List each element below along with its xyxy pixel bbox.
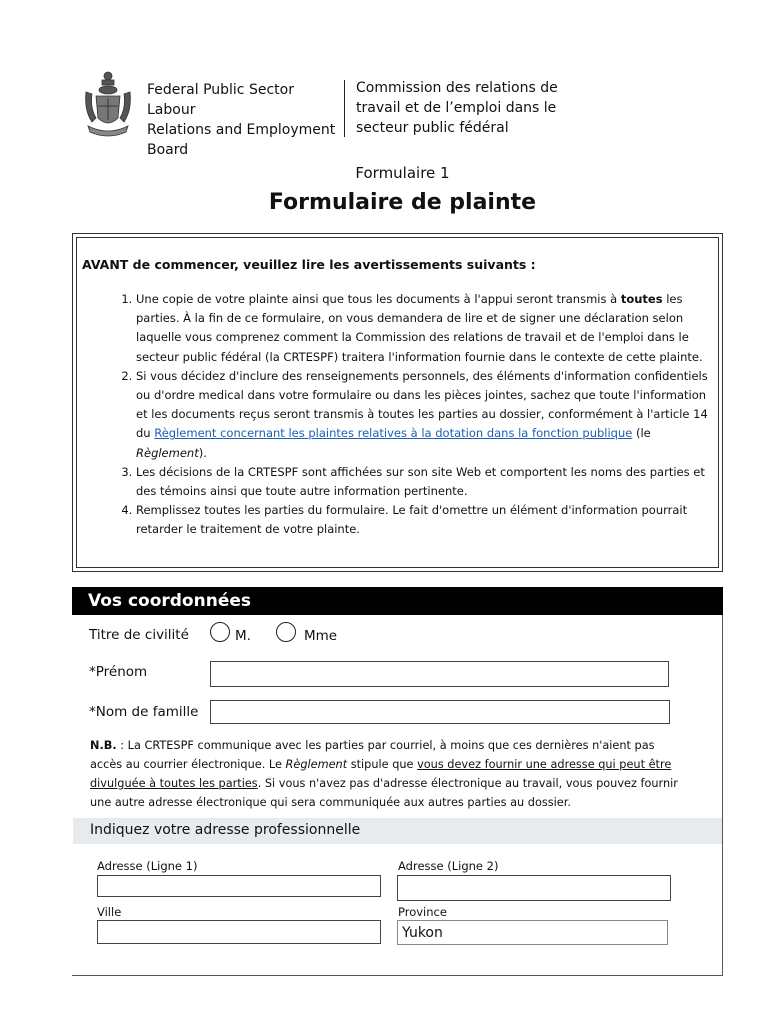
civility-label: Titre de civilité <box>89 627 189 643</box>
org-name-en-line: Federal Public Sector Labour <box>147 82 294 118</box>
org-name-fr-line: Commission des relations de <box>356 80 558 96</box>
province-select[interactable]: Yukon <box>397 920 668 945</box>
civility-option-mrs: Mme <box>304 628 338 644</box>
notice-list <box>108 290 716 540</box>
org-name-en-line: Board <box>147 142 189 158</box>
last-name-field[interactable] <box>210 700 670 724</box>
org-name-fr-line: secteur public fédéral <box>356 120 509 136</box>
notice-heading: AVANT de commencer, veuillez lire les avertissements suivants : <box>82 257 536 272</box>
address-line1-field[interactable] <box>97 875 381 897</box>
form-number: Formulaire 1 <box>355 164 450 182</box>
form-title: Formulaire de plainte <box>268 190 537 215</box>
city-field[interactable] <box>97 920 381 944</box>
city-label: Ville <box>97 905 122 919</box>
province-label: Province <box>398 905 447 919</box>
address-line2-label: Adresse (Ligne 2) <box>398 859 499 873</box>
civility-option-mr: M. <box>235 628 251 644</box>
civility-radio-mr[interactable] <box>210 622 230 642</box>
org-name-fr-line: travail et de l’emploi dans le <box>356 100 557 116</box>
org-name-english <box>147 80 342 160</box>
org-name-french <box>356 78 566 138</box>
notice-item: 3. Les décisions de la CRTESPF sont affichées sur son site Web et comportent les noms des parties et des témoins ainsi que toute autre information pertinente. <box>136 463 716 501</box>
address-line2-field[interactable] <box>397 875 671 901</box>
address-line1-label: Adresse (Ligne 1) <box>97 859 198 873</box>
notice-item: 2. Si vous décidez d'inclure des renseignements personnels, des éléments d'information confidentiels ou d'ordre medical dans votre formulaire ou dans les pièces jointes, sachez que toute l'information et les documents reçus seront transmis à toutes les parties au dossier, conformément à l'article 14 du Règlement concernant les plaintes relatives à la dotation dans la fonction publique (le Règlement). <box>136 367 716 463</box>
notice-item: 4. Remplissez toutes les parties du formulaire. Le fait d'omettre un élément d'information pourrait retarder le traitement de votre plainte. <box>136 501 716 539</box>
notice-item: 1. Une copie de votre plainte ainsi que tous les documents à l'appui seront transmis à toutes les parties. À la fin de ce formulaire, on vous demandera de lire et de signer une déclaration selon laquelle vous comprenez comment la Commission des relations de travail et de l'emploi dans le secteur public fédéral (la CRTESPF) traitera l'information fournie dans le contexte de cette plainte. <box>136 290 716 367</box>
first-name-field[interactable] <box>210 661 669 687</box>
last-name-label: *Nom de famille <box>89 704 199 720</box>
civility-radio-mrs[interactable] <box>276 622 296 642</box>
org-name-en-line: Relations and Employment <box>147 122 336 138</box>
regulation-link[interactable]: Règlement concernant les plaintes relatives à la dotation dans la fonction publique <box>154 426 633 441</box>
section-title: Vos coordonnées <box>88 591 251 611</box>
first-name-label: *Prénom <box>89 664 148 680</box>
address-subheader-title: Indiquez votre adresse professionnelle <box>90 822 361 838</box>
nb-note: N.B. : La CRTESPF communique avec les parties par courriel, à moins que ces dernières n'aient pas accès au courrier électronique. Le Règlement stipule que vous devez fournir une adresse qui peut être divulguée à toutes les parties. Si vous n'avez pas d'adresse électronique au travail, vous pouvez fournir une autre adresse électronique qui sera communiquée aux autres parties au dossier. <box>90 739 678 809</box>
header-divider <box>344 80 345 137</box>
canada-coat-of-arms-icon <box>82 70 134 140</box>
